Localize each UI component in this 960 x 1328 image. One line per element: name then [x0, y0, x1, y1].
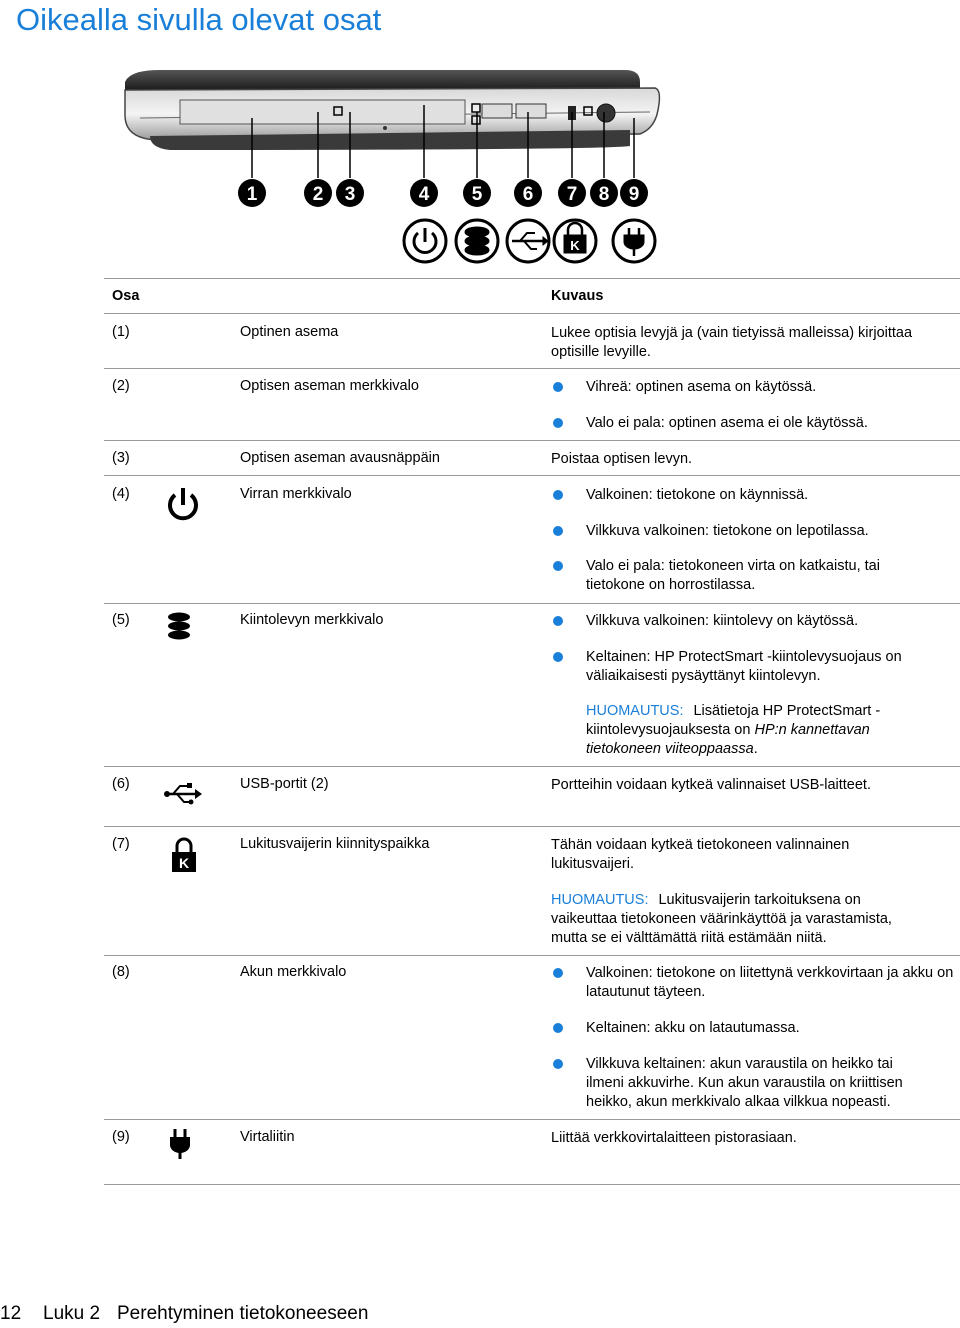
note-italic-text: HP:n kannettavan tietokoneen viiteoppaassa [586, 722, 870, 757]
callout-5 [463, 179, 491, 207]
callout-8 [590, 179, 618, 207]
row-name: Optisen aseman avausnäppäin [240, 450, 440, 466]
row-rule [104, 368, 960, 369]
row-rule [104, 475, 960, 476]
usb-icon [507, 220, 549, 262]
bullet-dot [553, 561, 563, 571]
note-label: HUOMAUTUS: [586, 703, 684, 719]
callout-3 [336, 179, 364, 207]
row-rule [104, 766, 960, 767]
note [551, 891, 916, 948]
hard-drive-icon [456, 220, 498, 262]
header-rule [104, 313, 960, 314]
row-rule [104, 1119, 960, 1120]
row-number: (8) [112, 964, 130, 980]
row-number: (1) [112, 324, 130, 340]
svg-text:2: 2 [312, 184, 324, 205]
hard-drive-icon [167, 612, 191, 640]
note-label: HUOMAUTUS: [551, 892, 649, 908]
bullet-text: Valo ei pala: tietokoneen virta on katkaistu, tai tietokone on horrostilassa. [586, 558, 880, 593]
svg-text:3: 3 [344, 184, 356, 205]
laptop-right-side-illustration [0, 0, 960, 270]
row-number: (7) [112, 836, 130, 852]
row-rule [104, 603, 960, 604]
bullet-text: Valkoinen: tietokone on käynnissä. [586, 487, 809, 503]
svg-text:K: K [570, 238, 580, 253]
callout-4 [410, 179, 438, 207]
bullet-dot [553, 526, 563, 536]
page-title: Oikealla sivulla olevat osat [16, 2, 382, 37]
column-header-description: Kuvaus [551, 288, 604, 304]
note-text: Lukitusvaijerin tarkoituksena on vaikeuttaa tietokoneen väärinkäyttöä ja varastamista, mutta se ei välttämättä riitä estämään niitä. [551, 892, 892, 946]
bullet-dot [553, 382, 563, 392]
bullet-dot [553, 490, 563, 500]
table-bottom-rule [104, 1184, 960, 1185]
lock-icon [170, 837, 198, 873]
bullet-text: Valo ei pala: optinen asema ei ole käytössä. [586, 415, 868, 431]
power-icon [404, 220, 446, 262]
row-description: Portteihin voidaan kytkeä valinnaiset USB-laitteet. [551, 777, 871, 793]
svg-text:9: 9 [628, 184, 640, 205]
row-name: Akun merkkivalo [240, 964, 347, 980]
row-number: (5) [112, 612, 130, 628]
page-number: 12 [0, 1303, 22, 1324]
row-rule [104, 826, 960, 827]
row-name: Kiintolevyn merkkivalo [240, 612, 384, 628]
bullet-text: Vihreä: optinen asema on käytössä. [586, 379, 817, 395]
bullet-dot [553, 1023, 563, 1033]
svg-text:1: 1 [246, 184, 258, 205]
bullet-dot [553, 1059, 563, 1069]
row-description: Tähän voidaan kytkeä tietokoneen valinnainen lukitusvaijeri. [551, 837, 850, 872]
power-icon [165, 486, 201, 524]
row-name: Optisen aseman merkkivalo [240, 378, 419, 394]
callout-9 [620, 179, 648, 207]
note-text: Lisätietoja HP ProtectSmart -kiintolevysuojauksesta on [586, 703, 881, 738]
row-number: (4) [112, 486, 130, 502]
row-name: Virtaliitin [240, 1129, 295, 1145]
svg-text:6: 6 [522, 184, 534, 205]
bullet-dot [553, 418, 563, 428]
note-end: . [753, 741, 758, 757]
row-name: Lukitusvaijerin kiinnityspaikka [240, 836, 430, 852]
chapter-title: Perehtyminen tietokoneeseen [117, 1303, 369, 1324]
power-plug-icon [168, 1128, 192, 1160]
svg-text:5: 5 [471, 184, 483, 205]
bullet-text: Vilkkuva keltainen: akun varaustila on heikko tai ilmeni akkuvirhe. Kun akun varaustila on kriittisen heikko, akun merkkivalo alkaa vilkkua nopeasti. [586, 1056, 903, 1110]
bullet-text: Keltainen: akku on latautumassa. [586, 1020, 800, 1036]
row-name: Optinen asema [240, 324, 339, 340]
chapter-label: Luku 2 [43, 1303, 101, 1324]
callout-7 [558, 179, 586, 207]
usb-icon [163, 782, 203, 806]
svg-text:7: 7 [566, 184, 578, 205]
row-name: Virran merkkivalo [240, 486, 352, 502]
svg-text:K: K [178, 855, 190, 871]
bullet-text: Keltainen: HP ProtectSmart -kiintolevysuojaus on väliaikaisesti pysäyttänyt kiintolevyn. [586, 649, 902, 684]
row-number: (6) [112, 776, 130, 792]
row-name: USB-portit (2) [240, 776, 329, 792]
row-description: Liittää verkkovirtalaitteen pistorasiaan. [551, 1130, 797, 1146]
svg-text:4: 4 [418, 184, 430, 205]
row-rule [104, 955, 960, 956]
bullet-text: Valkoinen: tietokone on liitettynä verkkovirtaan ja akku on latautunut täyteen. [586, 965, 954, 1000]
row-rule [104, 440, 960, 441]
row-number: (9) [112, 1129, 130, 1145]
callout-2 [304, 179, 332, 207]
column-header-part: Osa [112, 288, 140, 304]
note [586, 702, 916, 759]
bullet-dot [553, 968, 563, 978]
row-description: Lukee optisia levyjä ja (vain tietyissä malleissa) kirjoittaa optisille levyille. [551, 325, 913, 360]
power-plug-icon [613, 220, 655, 262]
row-description: Poistaa optisen levyn. [551, 451, 693, 467]
row-number: (2) [112, 378, 130, 394]
lock-icon [554, 220, 596, 262]
bullet-dot [553, 616, 563, 626]
bullet-text: Vilkkuva valkoinen: kiintolevy on käytössä. [586, 613, 859, 629]
callout-1 [238, 179, 266, 207]
svg-text:8: 8 [598, 184, 610, 205]
row-number: (3) [112, 450, 130, 466]
bullet-dot [553, 652, 563, 662]
callout-6 [514, 179, 542, 207]
table-top-rule [104, 278, 960, 279]
bullet-text: Vilkkuva valkoinen: tietokone on lepotilassa. [586, 523, 869, 539]
